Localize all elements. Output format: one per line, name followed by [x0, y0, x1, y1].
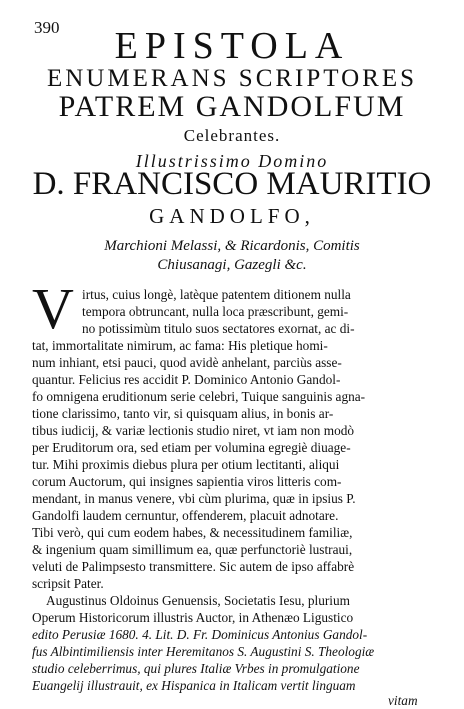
title-celebrantes: Celebrantes.: [183, 126, 281, 145]
paragraph2-line: studio celeberrimus, qui plures Italiæ Vrbes in promulgatione: [32, 661, 360, 676]
body-line: tione clarissimo, tanto vir, si quisquam alius, in bonis ar-: [32, 406, 334, 421]
body-line: tur. Mihi proximis diebus plura per otium lectitanti, aliqui: [32, 457, 340, 472]
dedication-surname: GANDOLFO,: [149, 204, 315, 228]
body-line: fo omnigena eruditionum serie celebri, Tuique sanguinis agna-: [32, 389, 366, 404]
dedication-salutation: Illustrissimo Domino: [135, 151, 329, 171]
dedication-name: D. FRANCISCO MAURITIO: [32, 166, 432, 202]
title-patrem: PATREM GANDOLFUM: [58, 90, 406, 123]
catchword: vitam: [388, 693, 418, 708]
body-line: per Eruditorum ora, sed etiam per volumina egregiè diuage-: [32, 440, 351, 455]
dedication-places: Chiusanagi, Gazegli &c.: [157, 257, 307, 273]
paragraph2-line: edito Perusiæ 1680. 4. Lit. D. Fr. Dominicus Antonius Gandol-: [32, 627, 368, 642]
body-line: Tibi verò, qui cum eodem habes, & necessitudinem familiæ,: [32, 525, 353, 540]
body-line: veluti de Palimpsesto transmittere. Sic autem de ipso affabrè: [32, 559, 355, 574]
body-line: tat, immortalitate nimirum, ac fama: His pletique homi-: [32, 338, 328, 353]
body-line: tempora obtruncant, nulla loca præscribunt, gemi-: [82, 304, 349, 319]
drop-cap: V: [32, 276, 74, 341]
body-line: mendant, in manus venere, vbi cùm plurima, quæ in ipsius P.: [32, 491, 356, 506]
paragraph2-line: Euangelij illustrauit, ex Hispanica in Italicam vertit linguam: [32, 678, 356, 693]
paragraph2-line: Augustinus Oldoinus Genuensis, Societatis Iesu, plurium: [46, 593, 350, 608]
body-line: irtus, cuius longè, latèque patentem ditionem nulla: [82, 287, 351, 302]
paragraph2-line: fus Albintimiliensis inter Heremitanos S. Augustini S. Theologiæ: [32, 644, 375, 659]
body-line: tibus iudicij, & variæ lectionis studio niret, vt iam non modò: [32, 423, 355, 438]
body-line: no potissimùm titulo suos sectatores exornat, ac di-: [82, 321, 355, 336]
paragraph2-line: Operum Historicorum illustris Auctor, in Athenæo Ligustico: [32, 610, 354, 625]
title-epistola: EPISTOLA: [114, 25, 350, 67]
title-enumerans: ENUMERANS SCRIPTORES: [46, 65, 418, 92]
body-line: scripsit Pater.: [32, 576, 104, 591]
page-number: 390: [34, 18, 60, 37]
body-line: Gandolfi laudem cernuntur, offenderem, placuit adnotare.: [32, 508, 339, 523]
dedication-titles: Marchioni Melassi, & Ricardonis, Comitis: [104, 238, 360, 254]
body-line: & ingenium quam simillimum ea, quæ perfunctoriè lustraui,: [32, 542, 353, 557]
body-line: num inhiant, etsi pauci, quod avidè anhelant, parciùs asse-: [32, 355, 342, 370]
body-line: quantur. Felicius res accidit P. Dominico Antonio Gandol-: [32, 372, 341, 387]
body-line: corum Auctorum, qui insignes sapientia viros litteris com-: [32, 474, 342, 489]
